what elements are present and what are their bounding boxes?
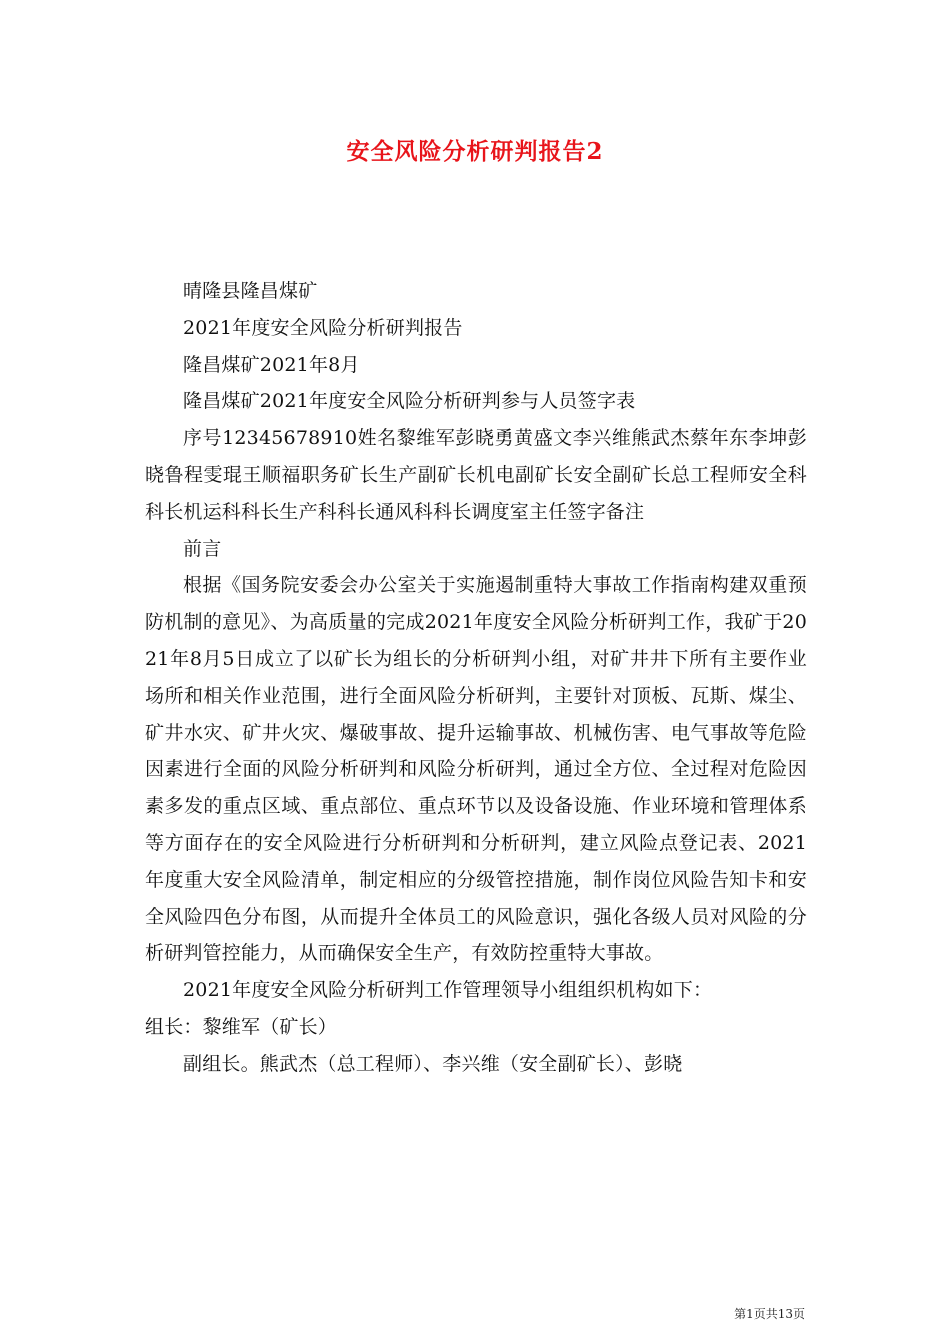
report-name: 2021年度安全风险分析研判报告 xyxy=(183,316,463,339)
deputy-group-leaders: 副组长。熊武杰（总工程师）、李兴维（安全副矿长）、彭晓 xyxy=(183,1052,683,1075)
group-leader: 组长：黎维军（矿长） xyxy=(145,1015,338,1038)
preface-heading: 前言 xyxy=(183,537,222,560)
preface-paragraph: 根据《国务院安委会办公室关于实施遏制重特大事故工作指南构建双重预防机制的意见》、为高质量的完成2021年度安全风险分析研判工作，我矿于2021年8月5日成立了以矿长为组长的分析研判小组，对矿井井下所有主要作业场所和相关作业范围，进行全面风险分析研判，主要针对顶板、瓦斯、煤尘、矿井水灾、矿井火灾、爆破事故、提升运输事故、机械伤害、电气事故等危险因素进行全面的风险分析研判和风险分析研判，通过全方位、全过程对危险因素多发的重点区域、重点部位、重点环节以及设备设施、作业环境和管理体系等方面存在的安全风险进行分析研判和分析研判，建立风险点登记表、2021年度重大安全风险清单，制定相应的分级管控措施，制作岗位风险告知卡和安全风险四色分布图，从而提升全体员工的风险意识，强化各级人员对风险的分析研判管控能力，从而确保安全生产，有效防控重特大事故。 xyxy=(145,574,807,965)
leadership-group-intro: 2021年度安全风险分析研判工作管理领导小组组织机构如下： xyxy=(183,979,713,1002)
signature-table-content: 序号12345678910姓名黎维军彭晓勇黄盛文李兴维熊武杰蔡年东李坤彭晓鲁程雯琨王顺福职务矿长生产副矿长机电副矿长安全副矿长总工程师安全科科长机运科科长生产科科长通风科科长调度室主任签字备注 xyxy=(145,427,807,523)
page-number-footer: 第1页共13页 xyxy=(734,1307,805,1321)
mine-name: 晴隆县隆昌煤矿 xyxy=(183,280,318,302)
signature-table-title: 隆昌煤矿2021年度安全风险分析研判参与人员签字表 xyxy=(183,390,636,413)
report-date: 隆昌煤矿2021年8月 xyxy=(183,353,360,376)
document-body xyxy=(145,273,807,1083)
document-title: 安全风险分析研判报告2 xyxy=(346,138,604,165)
